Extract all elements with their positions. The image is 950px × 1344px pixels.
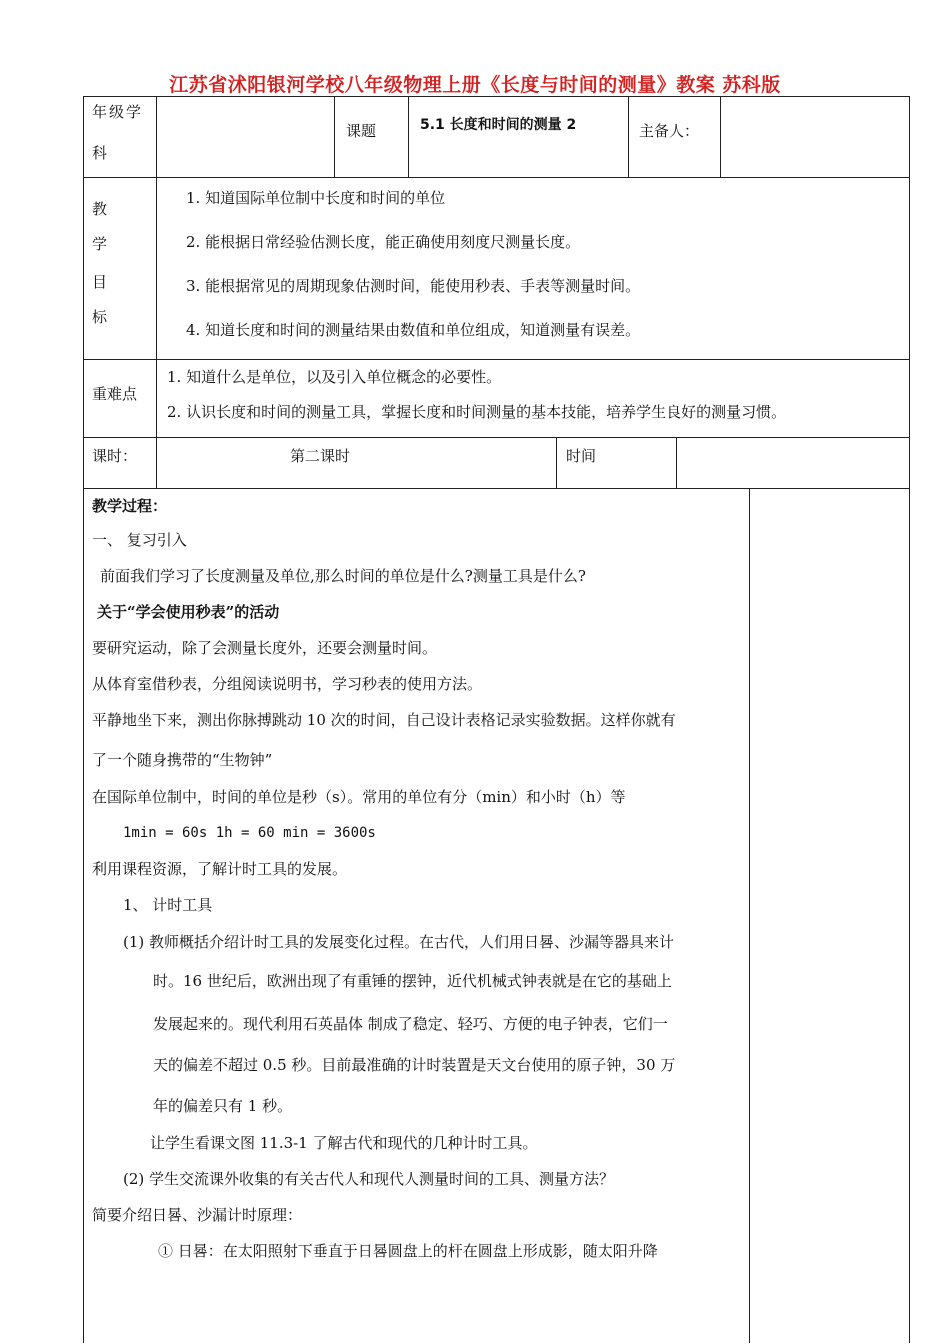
process-line: 平静地坐下来，测出你脉搏跳动 10 次的时间，自己设计表格记录实验数据。这样你就有	[92, 711, 676, 729]
process-line: 关于“学会使用秒表”的活动	[97, 603, 280, 621]
process-line: 在国际单位制中，时间的单位是秒（s）。常用的单位有分（min）和小时（h）等	[92, 788, 626, 806]
process-line: 利用课程资源，了解计时工具的发展。	[92, 860, 348, 878]
process-heading: 教学过程：	[92, 497, 168, 515]
objective-item: 4. 知道长度和时间的测量结果由数值和单位组成，知道测量有误差。	[186, 321, 641, 339]
process-line: (2) 学生交流课外收集的有关古代人和现代人测量时间的工具、测量方法？	[123, 1170, 615, 1188]
process-line: 让学生看课文图 11.3-1 了解古代和现代的几种计时工具。	[150, 1134, 538, 1152]
process-line: ① 日晷：在太阳照射下垂直于日晷圆盘上的杆在圆盘上形成影，随太阳升降	[158, 1242, 658, 1260]
process-line: 天的偏差不超过 0.5 秒。目前最准确的计时装置是天文台使用的原子钟，30 万	[153, 1056, 676, 1074]
objective-item: 1. 知道国际单位制中长度和时间的单位	[186, 189, 446, 207]
process-line: 一、 复习引入	[92, 531, 187, 549]
grade-subject-label: 年级学	[92, 103, 144, 121]
process-line: 年的偏差只有 1 秒。	[153, 1097, 293, 1115]
process-line: 从体育室借秒表，分组阅读说明书，学习秒表的使用方法。	[92, 675, 483, 693]
document-title: 江苏省沭阳银河学校八年级物理上册《长度与时间的测量》教案 苏科版	[169, 74, 781, 96]
process-line: 时。16 世纪后，欧洲出现了有重锤的摆钟，近代机械式钟表就是在它的基础上	[153, 972, 672, 990]
process-line: 前面我们学习了长度测量及单位,那么时间的单位是什么?测量工具是什么?	[100, 567, 586, 585]
process-line: 要研究运动，除了会测量长度外，还要会测量时间。	[92, 639, 438, 657]
objective-item: 2. 能根据日常经验估测长度，能正确使用刻度尺测量长度。	[186, 233, 581, 251]
objectives-label-char: 学	[92, 235, 108, 253]
process-line: (1) 教师概括介绍计时工具的发展变化过程。在古代，人们用日晷、沙漏等器具来计	[123, 933, 675, 951]
time-label: 时间	[566, 447, 597, 465]
process-line: 了一个随身携带的“生物钟”	[92, 751, 273, 769]
preparer-label: 主备人：	[639, 122, 700, 140]
objective-item: 3. 能根据常见的周期现象估测时间，能使用秒表、手表等测量时间。	[186, 277, 641, 295]
difficulty-item: 2. 认识长度和时间的测量工具，掌握长度和时间测量的基本技能，培养学生良好的测量习惯。	[167, 403, 787, 421]
process-line: 1min = 60s 1h = 60 min = 3600s	[123, 825, 376, 841]
difficulty-item: 1. 知道什么是单位，以及引入单位概念的必要性。	[167, 368, 502, 386]
period-value: 第二课时	[290, 447, 351, 465]
process-line: 简要介绍日晷、沙漏计时原理：	[92, 1206, 303, 1224]
topic-label: 课题	[346, 122, 377, 140]
objectives-label-char: 目	[92, 273, 108, 291]
objectives-label-char: 标	[92, 308, 108, 326]
process-line: 1、 计时工具	[123, 896, 213, 914]
period-label: 课时：	[92, 447, 138, 465]
difficulties-label: 重难点	[92, 385, 138, 403]
process-line: 发展起来的。现代利用石英晶体 制成了稳定、轻巧、方便的电子钟表，它们一	[153, 1015, 668, 1033]
topic-value: 5.1 长度和时间的测量 2	[420, 117, 577, 133]
grade-subject-label-cont: 科	[92, 144, 108, 162]
objectives-label-char: 教	[92, 200, 108, 218]
